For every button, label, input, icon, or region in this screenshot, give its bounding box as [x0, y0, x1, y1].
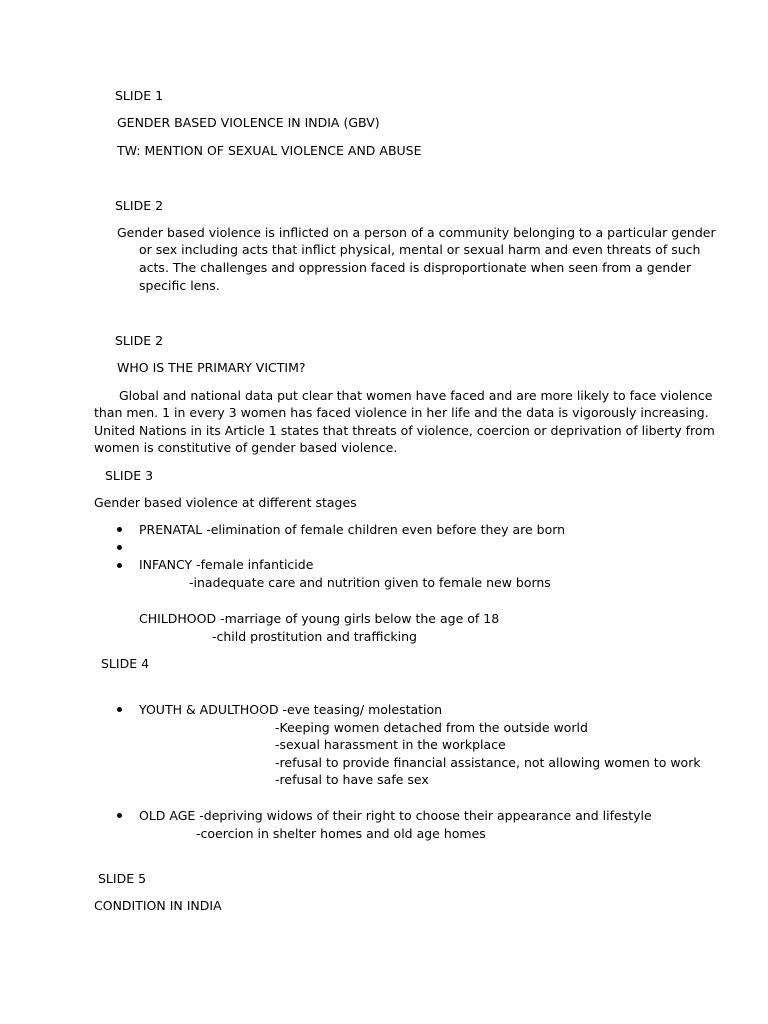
trigger-warning: TW: MENTION OF SEXUAL VIOLENCE AND ABUSE	[117, 143, 422, 158]
stage-youth-sub: -sexual harassment in the workplace	[275, 737, 506, 752]
slide-2b-para-line: than men. 1 in every 3 women has faced violence in her life and the data is vigorously increasing.	[94, 405, 709, 420]
slide-2-para-line: or sex including acts that inflict physical, mental or sexual harm and even threats of such	[139, 242, 701, 257]
stage-old-age-sub: -coercion in shelter homes and old age homes	[196, 826, 486, 841]
stage-youth-sub: -refusal to provide financial assistance, not allowing women to work	[275, 755, 701, 770]
bullet-icon	[117, 707, 122, 712]
slide-5-heading: SLIDE 5	[98, 871, 147, 886]
slide-3-intro: Gender based violence at different stages	[94, 495, 357, 510]
slide-5-title: CONDITION IN INDIA	[94, 898, 222, 913]
stage-childhood: CHILDHOOD -marriage of young girls below the age of 18	[139, 611, 500, 626]
slide-2b-para-line: Global and national data put clear that women have faced and are more likely to face violence	[119, 388, 713, 403]
stage-old-age: OLD AGE -depriving widows of their right to choose their appearance and lifestyle	[139, 808, 652, 823]
slide-3-heading: SLIDE 3	[105, 468, 154, 483]
bullet-icon	[117, 545, 122, 550]
stage-infancy-sub: -inadequate care and nutrition given to female new borns	[189, 575, 551, 590]
stage-infancy: INFANCY -female infanticide	[139, 557, 314, 572]
stage-prenatal: PRENATAL -elimination of female children even before they are born	[139, 522, 566, 537]
slide-2-para-line: Gender based violence is inflicted on a person of a community belonging to a particular gender	[117, 225, 716, 240]
slide-2-para-line: specific lens.	[139, 278, 220, 293]
stage-youth-sub: -refusal to have safe sex	[275, 772, 429, 787]
slide-2-para-line: acts. The challenges and oppression faced is disproportionate when seen from a gender	[139, 260, 692, 275]
stage-youth-sub: -Keeping women detached from the outside world	[275, 720, 588, 735]
slide-2b-para-line: United Nations in its Article 1 states that threats of violence, coercion or deprivation of liberty from	[94, 423, 715, 438]
slide-1-heading: SLIDE 1	[115, 88, 164, 103]
slide-2b-subtitle: WHO IS THE PRIMARY VICTIM?	[117, 360, 306, 375]
slide-4-heading: SLIDE 4	[101, 656, 150, 671]
bullet-icon	[117, 527, 122, 532]
slide-2b-para-line: women is constitutive of gender based violence.	[94, 440, 398, 455]
slide-2b-heading: SLIDE 2	[115, 333, 164, 348]
stage-childhood-sub: -child prostitution and trafficking	[212, 629, 417, 644]
bullet-icon	[117, 563, 122, 568]
slide-1-title: GENDER BASED VIOLENCE IN INDIA (GBV)	[117, 115, 380, 130]
slide-2-heading: SLIDE 2	[115, 198, 164, 213]
bullet-icon	[117, 813, 122, 818]
stage-youth: YOUTH & ADULTHOOD -eve teasing/ molestation	[139, 702, 443, 717]
